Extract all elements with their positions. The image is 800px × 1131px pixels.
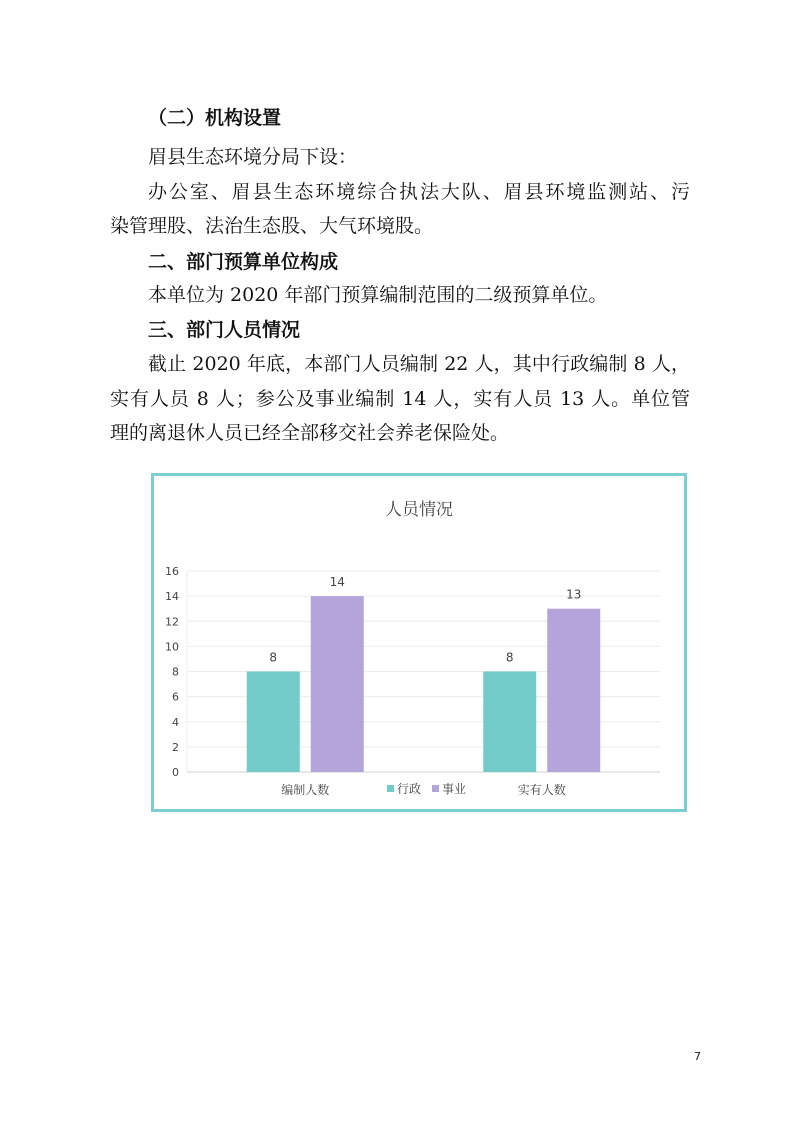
legend-swatch bbox=[387, 785, 394, 792]
data-label: 8 bbox=[505, 650, 514, 665]
legend-swatch bbox=[432, 785, 439, 792]
data-label: 13 bbox=[566, 587, 582, 602]
budget-heading: 二、部门预算单位构成 bbox=[148, 251, 339, 273]
y-tick-label: 10 bbox=[165, 640, 179, 654]
y-tick-label: 4 bbox=[172, 715, 179, 729]
chart-title: 人员情况 bbox=[385, 500, 453, 520]
y-tick-label: 6 bbox=[172, 690, 179, 704]
y-tick-label: 0 bbox=[172, 766, 179, 779]
org-intro: 眉县生态环境分局下设： bbox=[148, 146, 358, 168]
category-label: 编制人数 bbox=[281, 783, 330, 797]
y-tick-label: 14 bbox=[165, 590, 179, 604]
staff-body-line-2: 实有人员 8 人；参公及事业编制 14 人，实有人员 13 人。单位管 bbox=[110, 388, 690, 410]
staff-chart-svg bbox=[154, 476, 684, 809]
bar-行政-实有人数 bbox=[483, 672, 536, 773]
budget-body: 本单位为 2020 年部门预算编制范围的二级预算单位。 bbox=[148, 284, 608, 306]
bar-事业-实有人数 bbox=[547, 609, 600, 772]
page-number: 7 bbox=[694, 1050, 701, 1063]
y-tick-label: 16 bbox=[165, 565, 179, 578]
staff-body-line-1: 截止 2020 年底，本部门人员编制 22 人，其中行政编制 8 人， bbox=[148, 353, 690, 375]
bar-事业-编制人数 bbox=[311, 596, 364, 772]
staff-body-line-3: 理的离退休人员已经全部移交社会养老保险处。 bbox=[110, 422, 510, 444]
staff-chart bbox=[151, 473, 687, 812]
data-label: 14 bbox=[329, 575, 345, 590]
y-tick-label: 12 bbox=[165, 615, 179, 629]
org-body-line-2: 染管理股、法治生态股、大气环境股。 bbox=[110, 215, 434, 237]
legend-label: 行政 bbox=[397, 782, 422, 796]
y-tick-label: 8 bbox=[172, 665, 179, 679]
legend-label: 事业 bbox=[442, 782, 467, 796]
category-label: 实有人数 bbox=[517, 783, 566, 797]
org-heading: （二）机构设置 bbox=[148, 107, 282, 129]
bar-行政-编制人数 bbox=[247, 672, 300, 773]
y-tick-label: 2 bbox=[172, 740, 179, 754]
staff-heading: 三、部门人员情况 bbox=[148, 319, 301, 341]
data-label: 8 bbox=[269, 650, 278, 665]
org-body-line-1: 办公室、眉县生态环境综合执法大队、眉县环境监测站、污 bbox=[148, 181, 690, 203]
